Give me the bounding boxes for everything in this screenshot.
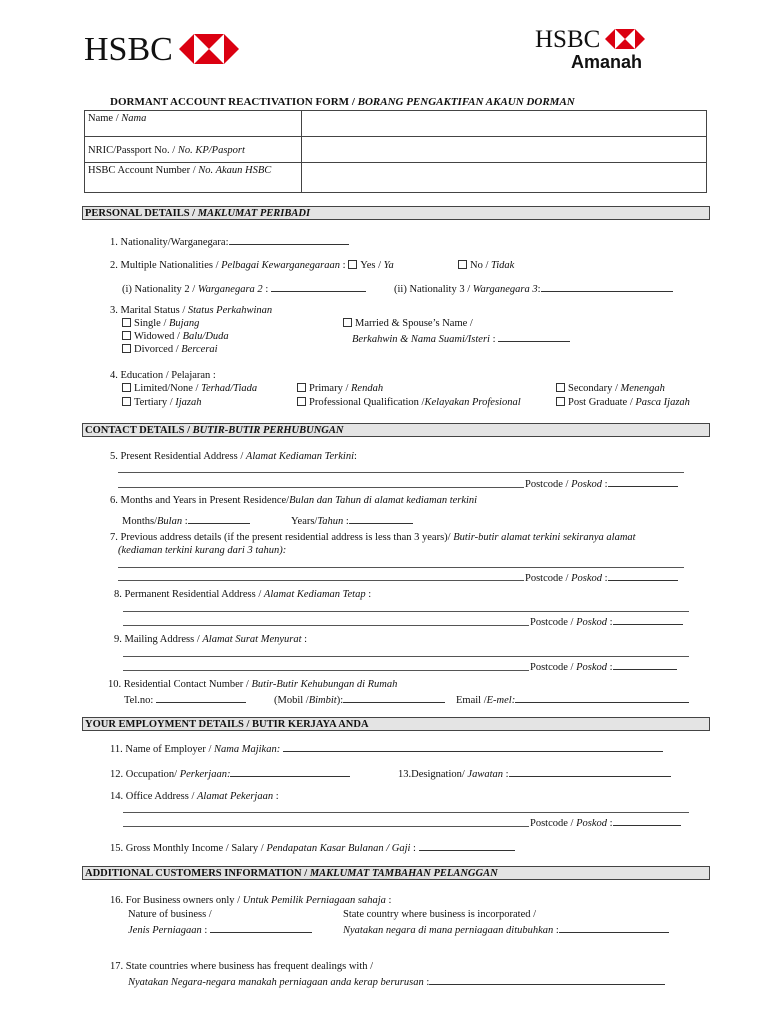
- mobile-label-end: ):: [336, 695, 344, 706]
- section-additional-title: ADDITIONAL CUSTOMERS INFORMATION /: [85, 868, 310, 879]
- mobile-field[interactable]: [343, 692, 445, 703]
- postgrad-label: Post Graduate /: [568, 397, 636, 408]
- nature-label-malay: Jenis Perniagaan: [128, 925, 202, 936]
- q16-label: 16. For Business owners only /: [110, 895, 243, 906]
- section-employment-title: YOUR EMPLOYMENT DETAILS / BUTIR KERJAYA ANDA: [85, 719, 369, 730]
- q7-label-malay-2: (kediaman terkini kurang dari 3 tahun):: [118, 545, 287, 556]
- divorced-option: [122, 344, 218, 355]
- name-label: Name /: [88, 113, 122, 124]
- dealing-countries-field[interactable]: [429, 974, 665, 985]
- years-label-malay: Tahun: [317, 516, 344, 527]
- q8-colon: :: [365, 589, 372, 600]
- mobile-label-malay: Bimbit: [308, 695, 337, 706]
- nric-label-cell: [85, 137, 302, 163]
- nature-of-business-malay: [128, 922, 312, 936]
- postgrad-label-malay: Pasca Ijazah: [635, 397, 690, 408]
- mailing-address-line-2[interactable]: [123, 670, 529, 671]
- postcode-label-malay: Poskod: [576, 818, 608, 829]
- tertiary-label-malay: Ijazah: [175, 397, 202, 408]
- no-checkbox[interactable]: [458, 260, 467, 269]
- state-incorporated-malay: [343, 922, 669, 936]
- account-label-cell: [85, 163, 302, 193]
- form-title-malay: BORANG PENGAKTIFAN AKAUN DORMAN: [357, 96, 575, 108]
- limited-option: [122, 383, 257, 394]
- q9-mailing-address: [114, 634, 307, 645]
- q5-label: 5. Present Residential Address /: [110, 451, 246, 462]
- q12-label: 12. Occupation/: [110, 769, 180, 780]
- q13-label: 13.Designation/: [398, 769, 468, 780]
- postcode-label: Postcode /: [525, 573, 572, 584]
- q8-permanent-address: [114, 589, 371, 600]
- q8-label: 8. Permanent Residential Address /: [114, 589, 264, 600]
- designation-field[interactable]: [509, 766, 671, 777]
- q2-nationality-3: [394, 281, 673, 295]
- section-additional-malay: MAKLUMAT TAMBAHAN PELANGGAN: [309, 868, 498, 879]
- permanent-address-line-1[interactable]: [123, 611, 689, 612]
- postcode-label: Postcode /: [530, 662, 577, 673]
- primary-label-malay: Rendah: [351, 383, 384, 394]
- q16-business-owners: [110, 895, 391, 906]
- tertiary-checkbox[interactable]: [122, 397, 131, 406]
- q4-education: [110, 370, 216, 381]
- hsbc-logo-left-text: HSBC: [84, 31, 173, 68]
- months-field-group: [122, 513, 250, 527]
- email-label-malay: E-mel:: [486, 695, 516, 706]
- married-malay-line: [352, 331, 570, 345]
- nationality-3-field[interactable]: [541, 281, 673, 292]
- q2-no-option: [458, 260, 514, 271]
- q15-label-malay: Pendapatan Kasar Bulanan / Gaji: [266, 843, 411, 854]
- years-field-group: [291, 513, 413, 527]
- nric-label: NRIC/Passport No. /: [88, 145, 178, 156]
- q5-present-address: [110, 451, 357, 462]
- nat2-label: (i) Nationality 2 /: [122, 284, 198, 295]
- employer-field[interactable]: [283, 741, 663, 752]
- months-field[interactable]: [188, 513, 250, 524]
- present-address-line-1[interactable]: [118, 472, 684, 473]
- section-contact-malay: BUTIR-BUTIR PERHUBUNGAN: [192, 425, 344, 436]
- email-field-group: [456, 692, 689, 706]
- q8-label-malay: Alamat Kediaman Tetap: [263, 589, 366, 600]
- q15-label: 15. Gross Monthly Income / Salary /: [110, 843, 267, 854]
- widowed-checkbox[interactable]: [122, 331, 131, 340]
- section-contact-details: [82, 423, 710, 437]
- hsbc-amanah-logo: [535, 26, 645, 73]
- postcode-colon: :: [607, 662, 613, 673]
- permanent-postcode-field[interactable]: [613, 614, 683, 625]
- section-personal-details: [82, 206, 710, 220]
- married-option: [343, 318, 473, 329]
- previous-postcode-field[interactable]: [608, 570, 678, 581]
- single-label-malay: Bujang: [169, 318, 200, 329]
- nature-of-business-field[interactable]: [210, 922, 312, 933]
- widowed-option: [122, 331, 229, 342]
- nature-of-business: [128, 909, 212, 920]
- secondary-checkbox[interactable]: [556, 383, 565, 392]
- permanent-address-line-2[interactable]: [123, 625, 529, 626]
- section-personal-title: PERSONAL DETAILS /: [85, 208, 198, 219]
- postcode-label: Postcode /: [530, 617, 577, 628]
- nat2-label-malay: Warganegara 2: [197, 284, 263, 295]
- postcode-label-malay: Poskod: [571, 479, 603, 490]
- mobile-field-group: [274, 692, 445, 706]
- tel-field-group: [124, 692, 246, 706]
- section-employment-details: [82, 717, 710, 731]
- occupation-field[interactable]: [230, 766, 350, 777]
- q1-label: 1. Nationality/Warganegara:: [110, 237, 229, 248]
- professional-checkbox[interactable]: [297, 397, 306, 406]
- name-label-malay: Nama: [121, 113, 147, 124]
- widowed-label: Widowed /: [134, 331, 183, 342]
- q2-multiple-nationalities: [110, 260, 394, 271]
- office-address-line-2[interactable]: [123, 826, 529, 827]
- name-label-cell: [85, 111, 302, 137]
- months-colon: :: [182, 516, 188, 527]
- postgrad-checkbox[interactable]: [556, 397, 565, 406]
- section-additional-info: [82, 866, 710, 880]
- secondary-label: Secondary /: [568, 383, 621, 394]
- single-option: [122, 318, 199, 329]
- postcode-colon: :: [602, 573, 608, 584]
- email-field[interactable]: [515, 692, 689, 703]
- office-address-line-1[interactable]: [123, 812, 689, 813]
- q10-label: 10. Residential Contact Number /: [108, 679, 252, 690]
- q7-label: 7. Previous address details (if the present residential address is less than 3 years)/: [110, 532, 454, 543]
- q3-label-malay: Status Perkahwinan: [187, 305, 273, 316]
- q11-label-malay: Nama Majikan:: [214, 744, 281, 755]
- single-checkbox[interactable]: [122, 318, 131, 327]
- q13-colon: :: [503, 769, 509, 780]
- professional-label-malay: Kelayakan Profesional: [424, 397, 521, 408]
- q4-label: 4. Education / Pelajaran :: [110, 370, 216, 381]
- q12-label-malay: Perkerjaan:: [179, 769, 231, 780]
- q3-marital-status: [110, 305, 272, 316]
- q16-colon: :: [385, 895, 392, 906]
- nationality-2-field[interactable]: [271, 281, 366, 292]
- account-label-malay: No. Akaun HSBC: [198, 165, 272, 176]
- q10-label-malay: Butir-Butir Kehubungan di Rumah: [251, 679, 398, 690]
- name-field[interactable]: [302, 111, 707, 137]
- divorced-checkbox[interactable]: [122, 344, 131, 353]
- q7-label-malay: Butir-butir alamat terkini sekiranya alamat: [453, 532, 636, 543]
- q7-label-cont: [118, 545, 286, 556]
- email-label: Email /: [456, 695, 487, 706]
- q17-colon: :: [423, 977, 430, 988]
- no-label: No /: [470, 260, 491, 271]
- secondary-label-malay: Menengah: [620, 383, 665, 394]
- nat2-colon: :: [262, 284, 271, 295]
- q17-malay-line: [128, 974, 665, 988]
- mailing-address-line-1[interactable]: [123, 656, 689, 657]
- mobile-label: (Mobil /: [274, 695, 309, 706]
- tertiary-label: Tertiary /: [134, 397, 176, 408]
- limited-checkbox[interactable]: [122, 383, 131, 392]
- nature-label: Nature of business /: [128, 909, 212, 920]
- postcode-label: Postcode /: [525, 479, 572, 490]
- q11-employer: [110, 741, 663, 755]
- q16-label-malay: Untuk Pemilik Perniagaan sahaja: [242, 895, 386, 906]
- q6-label-malay: Bulan dan Tahun di alamat kediaman terkini: [289, 495, 478, 506]
- nat3-colon: :: [537, 284, 541, 295]
- postcode-label-malay: Poskod: [576, 662, 608, 673]
- q6-residence-duration: [110, 495, 477, 506]
- present-postcode: [525, 476, 678, 490]
- q6-label: 6. Months and Years in Present Residence/: [110, 495, 290, 506]
- state-incorporated: [343, 909, 536, 920]
- divorced-label: Divorced /: [134, 344, 182, 355]
- yes-checkbox[interactable]: [348, 260, 357, 269]
- postcode-colon: :: [607, 617, 613, 628]
- q9-label: 9. Mailing Address /: [114, 634, 203, 645]
- q9-colon: :: [301, 634, 308, 645]
- postcode-label: Postcode /: [530, 818, 577, 829]
- q14-colon: :: [273, 791, 279, 802]
- q5-label-malay: Alamat Kediaman Terkini: [245, 451, 355, 462]
- previous-address-line-2[interactable]: [118, 580, 524, 581]
- state-label: State country where business is incorporated /: [343, 909, 537, 920]
- q2-colon: :: [340, 260, 349, 271]
- secondary-option: [556, 383, 665, 394]
- amanah-wordmark: Amanah: [571, 52, 643, 72]
- q14-office-address: [110, 791, 279, 802]
- married-label: Married & Spouse’s Name /: [355, 318, 473, 329]
- primary-checkbox[interactable]: [297, 383, 306, 392]
- state-label-malay: Nyatakan negara di mana perniagaan ditubuhkan: [343, 925, 554, 936]
- hsbc-amanah-logo-text: HSBC: [535, 26, 601, 53]
- tel-field[interactable]: [156, 692, 246, 703]
- postcode-label-malay: Poskod: [576, 617, 608, 628]
- account-label: HSBC Account Number /: [88, 165, 199, 176]
- widowed-label-malay: Balu/Duda: [182, 331, 229, 342]
- nric-field[interactable]: [302, 137, 707, 163]
- hsbc-logo-left: [84, 32, 239, 68]
- account-number-field[interactable]: [302, 163, 707, 193]
- q17-dealing-countries: [110, 961, 373, 972]
- married-colon: :: [489, 334, 499, 345]
- limited-label: Limited/None /: [134, 383, 202, 394]
- spouse-name-field[interactable]: [498, 331, 570, 342]
- primary-option: [297, 383, 383, 394]
- hexagon-logo-icon: [179, 34, 239, 64]
- q17-label-malay: Nyatakan Negara-negara manakah perniagaan anda kerap berurusan: [128, 977, 424, 988]
- limited-label-malay: Terhad/Tiada: [201, 383, 258, 394]
- q3-label: 3. Marital Status /: [110, 305, 188, 316]
- q2-label: 2. Multiple Nationalities /: [110, 260, 222, 271]
- form-title-en: DORMANT ACCOUNT REACTIVATION FORM /: [110, 96, 358, 108]
- section-contact-title: CONTACT DETAILS /: [85, 425, 193, 436]
- primary-label: Primary /: [309, 383, 351, 394]
- q15-income: [110, 840, 515, 854]
- mailing-postcode: [530, 659, 677, 673]
- tel-label: Tel.no:: [124, 695, 156, 706]
- q14-label-malay: Alamat Pekerjaan: [197, 791, 274, 802]
- professional-label: Professional Qualification /: [309, 397, 425, 408]
- years-field[interactable]: [349, 513, 413, 524]
- hexagon-logo-icon: [605, 29, 645, 49]
- years-colon: :: [343, 516, 349, 527]
- office-postcode: [530, 815, 681, 829]
- tertiary-option: [122, 397, 202, 408]
- q13-label-malay: Jawatan: [467, 769, 504, 780]
- state-colon: :: [553, 925, 559, 936]
- nat3-label: (ii) Nationality 3 /: [394, 284, 473, 295]
- postcode-colon: :: [607, 818, 613, 829]
- q17-label: 17. State countries where business has frequent dealings with /: [110, 961, 374, 972]
- months-label: Months/: [122, 516, 158, 527]
- q5-colon: :: [354, 451, 357, 462]
- postcode-colon: :: [602, 479, 608, 490]
- yes-label: Yes /: [360, 260, 384, 271]
- present-address-line-2[interactable]: [118, 487, 524, 488]
- months-label-malay: Bulan: [157, 516, 183, 527]
- state-incorporated-field[interactable]: [559, 922, 669, 933]
- postgrad-option: [556, 397, 690, 408]
- yes-label-malay: Ya: [383, 260, 394, 271]
- q9-label-malay: Alamat Surat Menyurat: [202, 634, 302, 645]
- q2-nationality-2: [122, 281, 366, 295]
- q11-label: 11. Name of Employer /: [110, 744, 215, 755]
- form-title: [110, 96, 575, 108]
- q2-label-malay: Pelbagai Kewarganegaraan: [221, 260, 341, 271]
- postcode-label-malay: Poskod: [571, 573, 603, 584]
- previous-address-line-1[interactable]: [118, 567, 684, 568]
- q12-occupation: [110, 766, 350, 780]
- divorced-label-malay: Bercerai: [181, 344, 218, 355]
- previous-postcode: [525, 570, 678, 584]
- q10-contact-number: [108, 679, 397, 690]
- nric-label-malay: No. KP/Pasport: [177, 145, 245, 156]
- income-field[interactable]: [419, 840, 515, 851]
- permanent-postcode: [530, 614, 683, 628]
- married-checkbox[interactable]: [343, 318, 352, 327]
- nature-colon: :: [201, 925, 208, 936]
- q15-colon: :: [410, 843, 416, 854]
- present-postcode-field[interactable]: [608, 476, 678, 487]
- q1-nationality: [110, 234, 349, 248]
- section-personal-malay: MAKLUMAT PERIBADI: [197, 208, 311, 219]
- office-postcode-field[interactable]: [613, 815, 681, 826]
- identity-table: [84, 110, 707, 193]
- mailing-postcode-field[interactable]: [613, 659, 677, 670]
- nat3-label-malay: Warganegara 3: [472, 284, 538, 295]
- q13-designation: [398, 766, 671, 780]
- q7-previous-address: [110, 532, 636, 543]
- nationality-field[interactable]: [229, 234, 349, 245]
- married-label-malay: Berkahwin & Nama Suami/Isteri: [352, 334, 490, 345]
- no-label-malay: Tidak: [491, 260, 515, 271]
- single-label: Single /: [134, 318, 170, 329]
- professional-option: [297, 397, 521, 408]
- years-label: Years/: [291, 516, 318, 527]
- q14-label: 14. Office Address /: [110, 791, 197, 802]
